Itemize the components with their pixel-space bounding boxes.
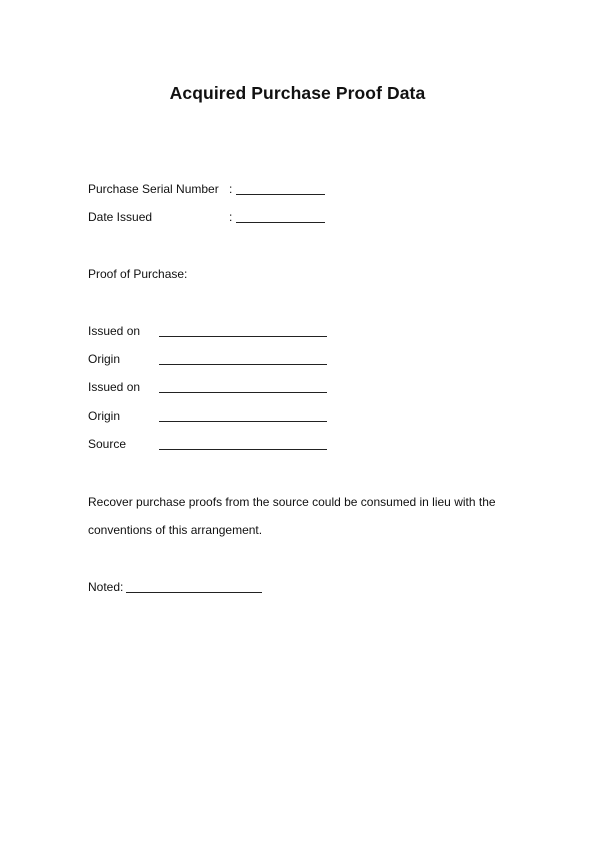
agreement-paragraph-line-2: conventions of this arrangement. bbox=[88, 523, 263, 537]
noted-label: Noted: bbox=[88, 580, 124, 594]
date-issued-label: Date Issued bbox=[88, 210, 153, 224]
origin-label-1: Origin bbox=[88, 352, 121, 366]
source-field[interactable] bbox=[159, 449, 327, 450]
agreement-paragraph-line-1: Recover purchase proofs from the source could be consumed in lieu with the bbox=[88, 495, 496, 509]
purchase-serial-number-field[interactable] bbox=[236, 194, 325, 195]
source-label: Source bbox=[88, 437, 127, 451]
document-title: Acquired Purchase Proof Data bbox=[169, 83, 426, 103]
date-issued-field[interactable] bbox=[236, 222, 325, 223]
issued-on-field-2[interactable] bbox=[159, 392, 327, 393]
purchase-serial-number-separator: : bbox=[229, 182, 233, 196]
purchase-serial-number-label: Purchase Serial Number bbox=[88, 182, 219, 196]
origin-label-2: Origin bbox=[88, 409, 121, 423]
proof-of-purchase-heading: Proof of Purchase: bbox=[88, 267, 188, 281]
issued-on-field-1[interactable] bbox=[159, 336, 327, 337]
noted-field[interactable] bbox=[126, 592, 262, 593]
origin-field-2[interactable] bbox=[159, 421, 327, 422]
issued-on-label-1: Issued on bbox=[88, 324, 141, 338]
date-issued-separator: : bbox=[229, 210, 233, 224]
issued-on-label-2: Issued on bbox=[88, 380, 141, 394]
origin-field-1[interactable] bbox=[159, 364, 327, 365]
